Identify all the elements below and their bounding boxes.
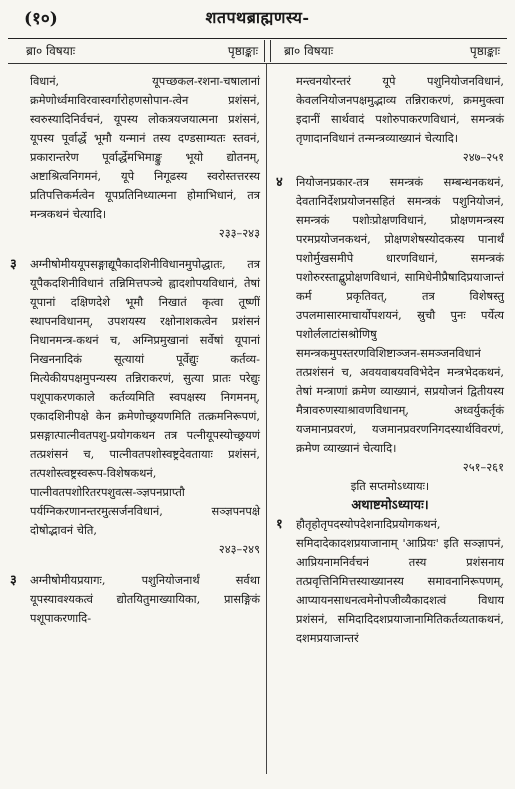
chapter-end-line: इति सप्तमोऽध्यायः। [350,479,430,493]
right-column [276,72,504,648]
right-column-header [284,42,500,62]
chapter-heading: अथाष्टमोऽध्यायः। [351,498,429,513]
toc-entry [10,255,260,559]
entry-text: नियोजनप्रकार-तत्र समन्त्रकं सम्बन्धनकथनं, देवतानिर्देशप्रयोजनसहितं समन्त्रकं पशुनियोजनं, समन्त्रकं पशोःप्रोक्षणविधानं, प्रोक्षणमन्त्रस्य परमप्रयोजनकथनं, प्रोक्षणशेषस्योदकस्य पानार्थं पशोर्मुखसमीपे धारणविधानं, समन्त्रकं पशोरुरस्ताद्बुप्रोक्षणविधानं, सामिधेनीप्रैषादिप्रयाजान्तं कर्म प्रकृतिवत्, तत्र विशेषस्तु उपलमासारमाचार्योपशयनं, स्रुचौ पुनः पर्येत्य पशोर्ललाटांसश्रोणिषु समन्त्रकमुपस्तरणविशिष्टाञ्जन-समञ्जनविधानं तत्प्रशंसनं च, अवयवाबयवविभेदेन मन्त्रभेदकथनं, तेषां मन्त्राणां क्रमेण व्याख्यानं, सप्रयोजनं द्वितीयस्य मैत्रावरुणस्याश्रावणविधानम्, अध्वर्युकर्तृकं यजमानप्रवरणं, यजमानप्रवरणनिगदस्यार्थविवरणं, क्रमेण व्याख्यानं चेत्यादि। [296,175,504,455]
toc-entry [276,515,504,648]
column-divider [266,64,267,774]
left-column [10,72,260,628]
column-header-rule [8,63,507,64]
toc-entry [10,72,260,243]
right-subjects-label: ब्रा० विषयाः [284,44,334,58]
left-subjects-label: ब्रा० विषयाः [26,44,76,58]
left-column-header [26,42,258,62]
entry-text: अग्नीषोमीययूपसङ्गाद्यूपैकादशिनीविधानमुपोद्धातः, तत्र यूपैकदशिनीविधानं तन्निमित्तपञ्चे ह्वादशोपयविधानं, तेषां यूपानां दक्षिणदेशे भूमौ निखातं कृत्वा तूष्णीं स्थापनविधानम्, उपशयस्य रक्षोनाशकत्वेन प्रशंसनं निधानमन्त्र-कथनं च, अग्निप्रमुखानां सर्वेषां यूपानां निखननादिकं सूत्यायां पूर्वेद्युः कर्तव्य-मित्येकीयपक्षमुपन्यस्य तन्निराकरणं, सुत्या प्रातः परेद्युः पशूपाकरणकाले कर्तव्यमिति स्वपक्षस्य निगमनम्, एकादशिनीपक्षे केन क्रमेणोच्छ्रयणमिति तत्क्रमनिरूपणं, प्रसङ्गात्पात्नीवतपशु-प्रयोगकथन तत्र पत्नीयूपस्योच्छ्रयणं तत्प्रशंसनं च, पात्नीवतपशोस्वष्ट्रदेवतायाः प्रशंसनं, तत्पशोस्त्वष्ट्रस्वरूप-विशेषकथनं, पात्नीवतपशोरितरपशुवत्स-ञ्ज्ञपनप्राप्तौ पर्यग्निकरणानन्तरमुत्सर्जनविधानं, सञ्ज्ञपनपक्षे दोषोद्भावनं चेति, [30,257,260,537]
entry-text: विधानं, यूपच्छकल-रशना-चषालानां क्रमेणोर्ध्वमाविरवास्वर्गारोहणसोपान-त्वेन प्रशंसनं, स्वरुस्यादिनिर्वचनं, यूपस्य लोकत्रयजयात्मना प्रशंसनं, यूपस्य पूर्वार्द्धे भूमौ यन्मानं तस्य दण्डसाम्यतः स्तवनं, प्रकारान्तरेण पूर्वार्द्धेमभिमाङ्कु भूयो द्योतनम्, अष्टाश्रित्वनिगमनं, यूपे निगूढस्य स्वरोस्तत्तरस्य प्रतिपत्तिकर्मत्वेन यूपप्रतिनिध्यात्मना होमाभिधानं, तत्र मन्त्रकथनं चेत्यादि। [30,74,260,221]
header-divider-2 [270,40,271,62]
page-range: २५१–२६१ [462,460,504,474]
left-pages-label: पृष्ठाङ्काः [227,44,258,58]
page-range: २४७–२५१ [462,150,504,164]
entry-number: ३ [10,573,17,588]
page-number: (१०) [24,9,58,29]
page-range: २४३–२४९ [218,542,260,556]
entry-number: ४ [276,175,283,190]
header-divider [264,40,265,62]
page-range: २३३–२४३ [218,226,260,240]
right-pages-label: पृष्ठाङ्काः [469,44,500,58]
toc-entry [10,571,260,628]
entry-number: १ [276,517,283,532]
running-title: शतपथब्राह्मणस्य- [205,8,310,27]
entry-text: अग्नीषोमीयप्रयागः, पशुनियोजनार्थं सर्वथा यूपस्यावश्यकत्वं द्योतयितुमाख्यायिका, प्रासङ्गिकं पशूपाकरणादि- [30,573,260,625]
header-rule [8,38,507,39]
entry-number: ३ [10,257,17,272]
entry-text: मन्त्वनयोरन्तरं यूपे पशुनियोजनविधानं, केवलनियोजनपक्षमुद्भाव्य तन्निराकरणं, क्रममुक्त्वा इदानीं सार्थवादं पशोरुपाकरणविधानं, समन्त्रकं तृणादानविधानं तन्मन्त्रव्याख्यानं चेत्यादि। [296,74,504,145]
toc-entry [276,173,504,477]
entry-text: हौतृहोतृपदस्योपदेशनादिप्रयोगकथनं, समिदादेकादशप्रयाजानाम् 'आप्रियः' इति सञ्ज्ञापनं, आप्रियनामनिर्वचनं तस्य प्रशंसनाय तत्प्रवृत्तिनिमित्तस्याख्यानस्य समावनानिरूपणम्, आप्यायनसाधनत्वमेनोपजीव्यैकादशत्वं विधाय प्रशंसनं, समिदादिदशप्रयाजानामितिकर्तव्यताकथनं, दशमप्रयाजान्तरं [296,517,504,645]
page-header [0,6,515,30]
toc-entry [276,72,504,167]
